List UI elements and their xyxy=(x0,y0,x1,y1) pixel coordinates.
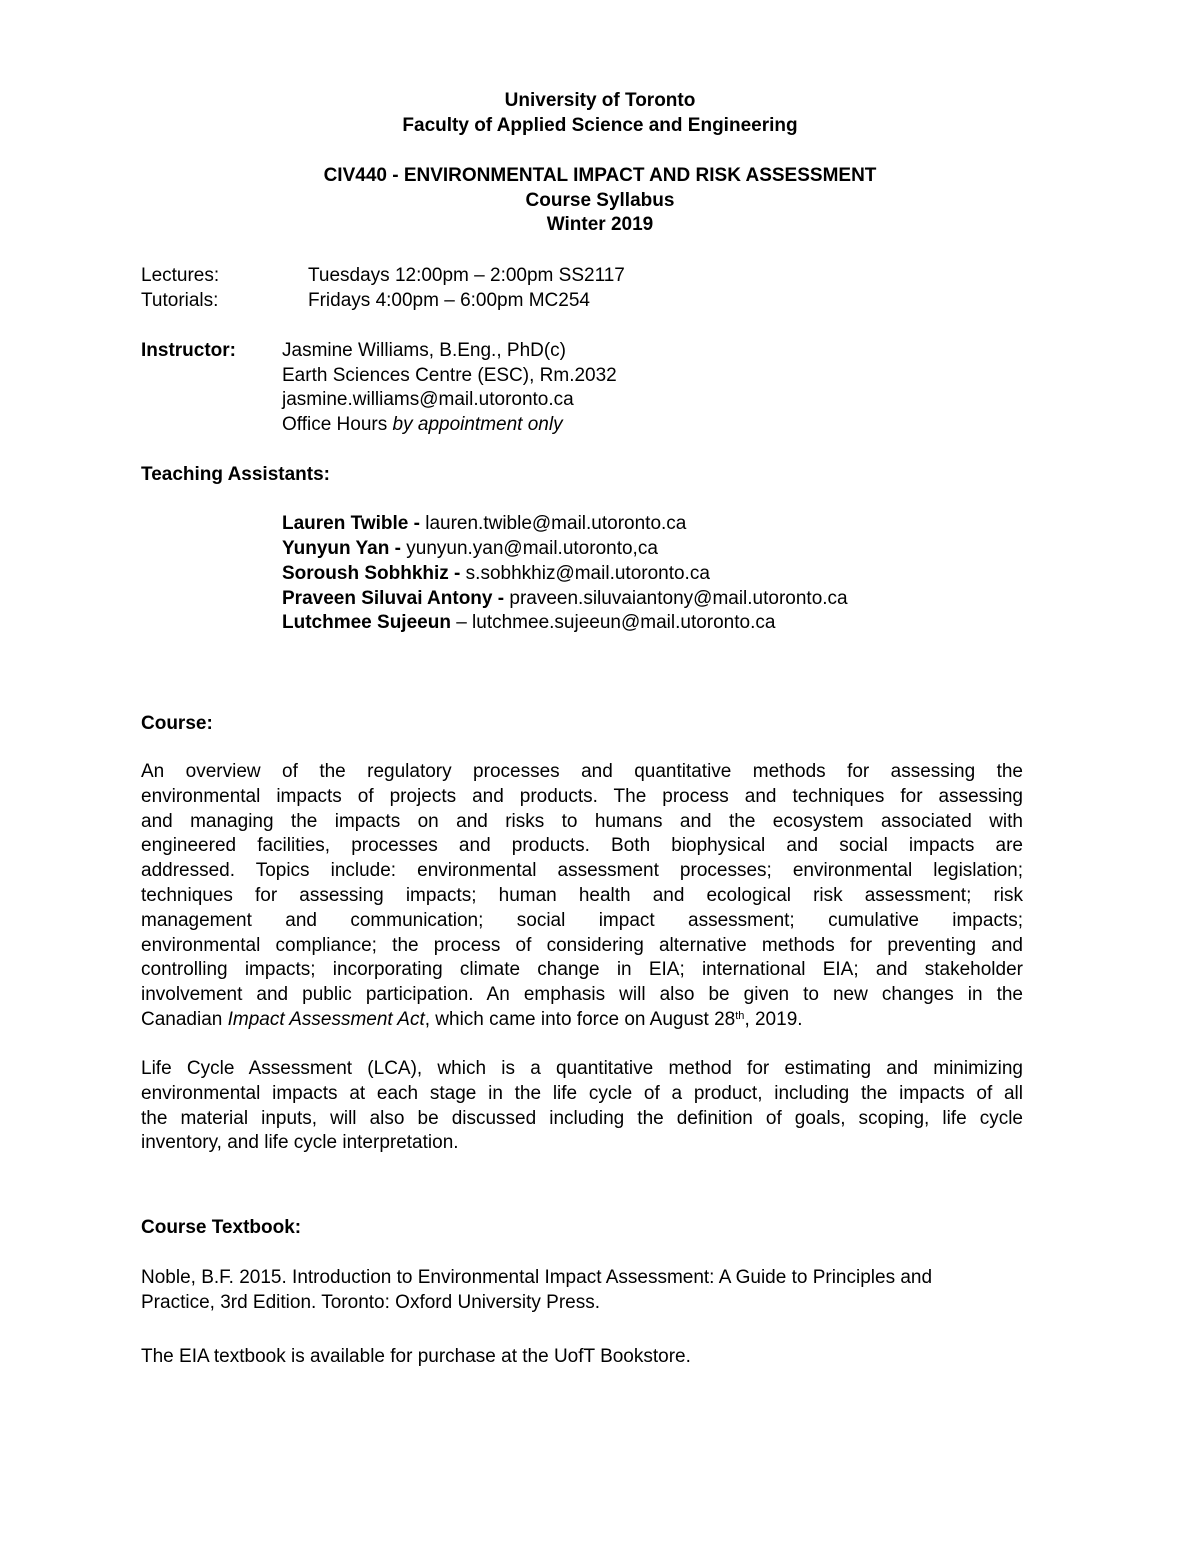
paragraph-line: inventory, and life cycle interpretation. xyxy=(141,1132,459,1154)
paragraph-line: the material inputs, will also be discussed including the definition of goals, scoping, life cycle xyxy=(141,1107,1023,1129)
header-term: Winter 2019 xyxy=(546,214,654,235)
ta-entry xyxy=(282,611,775,636)
lca-paragraph xyxy=(141,1057,1023,1156)
tutorials-value: Fridays 4:00pm – 6:00pm MC254 xyxy=(308,290,590,311)
ta-name: Lauren Twible - xyxy=(282,513,420,534)
office-hours-prefix: Office Hours xyxy=(282,414,393,435)
ta-name: Lutchmee Sujeeun xyxy=(282,612,451,633)
header-faculty: Faculty of Applied Science and Engineering xyxy=(402,115,798,136)
course-label: Course: xyxy=(141,713,213,734)
ta-email: s.sobhkhiz@mail.utoronto.ca xyxy=(465,563,710,584)
paragraph-line: Life Cycle Assessment (LCA), which is a quantitative method for estimating and minimizing xyxy=(141,1058,1023,1079)
paragraph-line: controlling impacts; incorporating climate change in EIA; international EIA; and stakeholder xyxy=(141,959,1023,981)
header-university: University of Toronto xyxy=(504,90,696,111)
ta-email: praveen.siluvaiantony@mail.utoronto.ca xyxy=(509,588,848,609)
instructor-name: Jasmine Williams, B.Eng., PhD(c) xyxy=(282,340,567,361)
tutorials-label: Tutorials: xyxy=(141,290,219,311)
ta-email: lutchmee.sujeeun@mail.utoronto.ca xyxy=(472,612,776,633)
paragraph-line: techniques for assessing impacts; human health and ecological risk assessment; risk xyxy=(141,884,1023,906)
paragraph-line: An overview of the regulatory processes and quantitative methods for assessing the xyxy=(141,761,1023,782)
textbook-label: Course Textbook: xyxy=(141,1217,302,1238)
paragraph-line: involvement and public participation. An emphasis will also be given to new changes in the xyxy=(141,984,1023,1006)
act-middle: , which came into force on August 28 xyxy=(424,1008,736,1030)
paragraph-line: environmental impacts at each stage in the life cycle of a product, including the impacts of all xyxy=(141,1082,1023,1104)
header-doc-type: Course Syllabus xyxy=(525,190,675,211)
paragraph-line: environmental impacts of projects and products. The process and techniques for assessing xyxy=(141,785,1023,807)
ordinal-suffix: th xyxy=(735,1009,745,1022)
paragraph-line: engineered facilities, processes and products. Both biophysical and social impacts are xyxy=(141,835,1023,857)
office-hours-note: by appointment only xyxy=(392,414,563,435)
act-suffix: , 2019. xyxy=(744,1008,803,1030)
paragraph-line: and managing the impacts on and risks to humans and the ecosystem associated with xyxy=(141,810,1023,832)
instructor-label: Instructor: xyxy=(141,340,236,361)
act-prefix: Canadian xyxy=(141,1008,228,1030)
instructor-office: Earth Sciences Centre (ESC), Rm.2032 xyxy=(282,365,617,386)
lectures-label: Lectures: xyxy=(141,265,220,286)
ta-entry xyxy=(282,512,686,537)
ta-name: Soroush Sobhkhiz - xyxy=(282,563,461,584)
paragraph-line: addressed. Topics include: environmental assessment processes; environmental legislation; xyxy=(141,860,1023,882)
textbook-availability: The EIA textbook is available for purchase at the UofT Bookstore. xyxy=(141,1346,691,1367)
ta-name: Yunyun Yan - xyxy=(282,538,401,559)
ta-separator: – xyxy=(450,612,473,633)
ta-label: Teaching Assistants: xyxy=(141,464,330,485)
ta-email: lauren.twible@mail.utoronto.ca xyxy=(425,513,687,534)
paragraph-last-line xyxy=(141,1008,1023,1033)
course-description-paragraph xyxy=(141,760,1023,1033)
ta-name: Praveen Siluvai Antony - xyxy=(282,588,505,609)
textbook-citation-line2: Practice, 3rd Edition. Toronto: Oxford University Press. xyxy=(141,1292,600,1313)
ta-entry xyxy=(282,587,848,612)
instructor-office-hours xyxy=(282,413,563,438)
textbook-citation-line1: Noble, B.F. 2015. Introduction to Environmental Impact Assessment: A Guide to Principles and xyxy=(141,1267,933,1288)
instructor-email: jasmine.williams@mail.utoronto.ca xyxy=(282,389,574,410)
paragraph-line: management and communication; social impact assessment; cumulative impacts; xyxy=(141,909,1023,931)
ta-entry xyxy=(282,537,658,562)
ta-entry xyxy=(282,562,710,587)
ta-email: yunyun.yan@mail.utoronto,ca xyxy=(406,538,658,559)
lectures-value: Tuesdays 12:00pm – 2:00pm SS2117 xyxy=(308,265,625,286)
act-title: Impact Assessment Act xyxy=(227,1008,425,1030)
paragraph-line: environmental compliance; the process of considering alternative methods for preventing and xyxy=(141,934,1023,956)
header-course-title: CIV440 - ENVIRONMENTAL IMPACT AND RISK ASSESSMENT xyxy=(323,165,877,186)
